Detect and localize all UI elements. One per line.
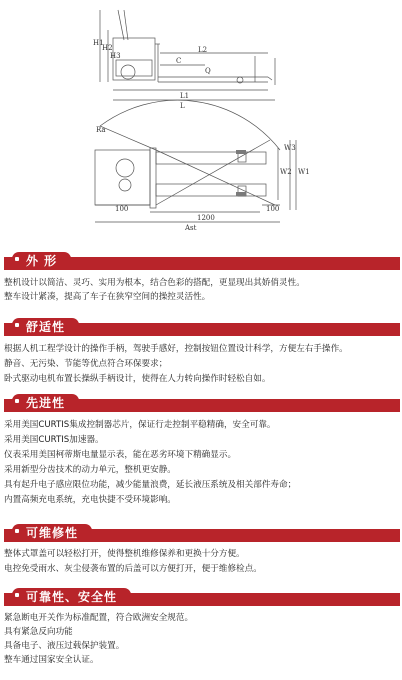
dim-l: L bbox=[180, 102, 185, 110]
dim-ra: Ra bbox=[96, 126, 106, 134]
dim-l2: L2 bbox=[198, 46, 208, 54]
section-title: 可靠性、安全性 bbox=[12, 588, 131, 606]
text-line: 内置高频充电系统，充电快捷不受环境影响。 bbox=[4, 495, 176, 505]
text-line: 静音、无污染、节能等优点符合环保要求； bbox=[4, 359, 168, 369]
fork-top-right bbox=[156, 184, 266, 196]
dim-ast: Ast bbox=[185, 224, 197, 232]
text-line: 卧式驱动电机布置长操纵手柄设计，使得在人力转向操作时轻松自如。 bbox=[4, 374, 271, 384]
dim-w2: W2 bbox=[280, 168, 292, 176]
dim-h1: H1 bbox=[93, 39, 104, 47]
dim-c: C bbox=[176, 57, 182, 65]
dim-h2: H2 bbox=[102, 44, 113, 52]
text-line: 采用美国CURTIS加速器。 bbox=[4, 435, 104, 445]
drive-wheel-side bbox=[121, 65, 135, 79]
dim-1200: 1200 bbox=[197, 214, 215, 222]
section-title: 可维修性 bbox=[12, 524, 92, 542]
section-title: 外 形 bbox=[12, 252, 71, 270]
text-line: 整车通过国家安全认证。 bbox=[4, 655, 99, 665]
dim-100-b: 100 bbox=[266, 205, 280, 213]
text-line: 整体式罩盖可以轻松打开，使得整机维修保养和更换十分方便。 bbox=[4, 549, 245, 559]
text-line: 整机设计以简洁、灵巧、实用为根本，结合色彩的搭配，更显现出其娇俏灵性。 bbox=[4, 278, 305, 288]
section-title: 先进性 bbox=[12, 394, 79, 412]
dim-w1: W1 bbox=[298, 168, 310, 176]
text-line: 采用美国CURTIS集成控制器芯片，保证行走控制平稳精确，安全可靠。 bbox=[4, 420, 276, 430]
section-banner bbox=[4, 252, 400, 270]
handle-bar bbox=[118, 10, 124, 40]
section-title: 舒适性 bbox=[12, 318, 79, 336]
text-line: 采用新型分齿技术的动力单元，整机更安静。 bbox=[4, 465, 176, 475]
section-banner bbox=[4, 524, 400, 542]
dim-h3: H3 bbox=[110, 52, 121, 60]
section-banner bbox=[4, 588, 400, 606]
truck-body-top bbox=[95, 150, 150, 205]
dim-100-a: 100 bbox=[115, 205, 129, 213]
dim-w3: W3 bbox=[284, 144, 296, 152]
section-banner bbox=[4, 394, 400, 412]
text-line: 根据人机工程学设计的操作手柄，驾驶手感好，控制按钮位置设计科学，方便左右手操作。 bbox=[4, 344, 348, 354]
text-line: 具有紧急反向功能 bbox=[4, 627, 73, 637]
text-line: 整车设计紧凑，提高了车子在狭窄空间的操控灵活性。 bbox=[4, 292, 211, 302]
handle-turn-circle bbox=[116, 159, 134, 177]
text-line: 具有起升电子感应限位功能，减少能量浪费，延长液压系统及相关部件寿命； bbox=[4, 480, 297, 490]
dim-l1: L1 bbox=[180, 92, 190, 100]
section-banner bbox=[4, 318, 400, 336]
dim-q: Q bbox=[205, 67, 211, 75]
dimension-drawing bbox=[0, 0, 402, 232]
turning-radius bbox=[100, 126, 156, 150]
text-line: 电控免受雨水、灰尘侵袭布置的后盖可以方便打开，便于维修检点。 bbox=[4, 564, 262, 574]
text-line: 紧急断电开关作为标准配置，符合欧洲安全规范。 bbox=[4, 613, 194, 623]
text-line: 仪表采用美国柯蒂斯电量显示表，能在恶劣环境下精确显示。 bbox=[4, 450, 237, 460]
text-line: 具备电子、液压过载保护装置。 bbox=[4, 641, 125, 651]
